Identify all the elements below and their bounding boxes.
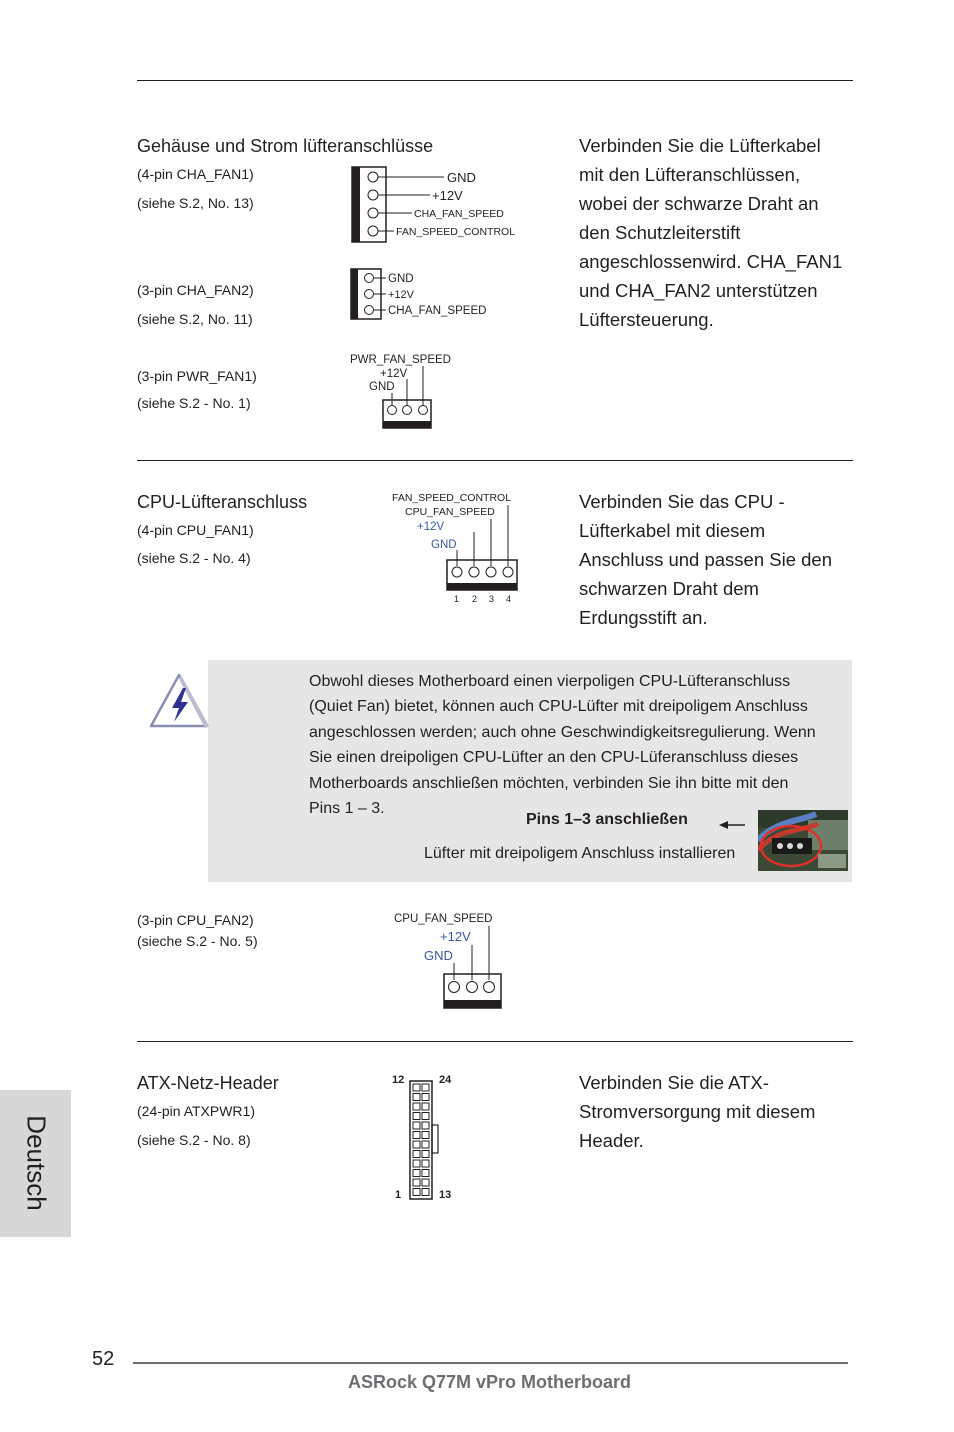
cha-fan2-label-12v: +12V — [388, 289, 414, 301]
atx-pin — [413, 1103, 420, 1110]
atx-pin — [413, 1084, 420, 1091]
atx-label-1: 1 — [395, 1189, 402, 1201]
cha-fan2-label-gnd: GND — [388, 273, 414, 285]
cha-fan1-ref: (siehe S.2, No. 13) — [137, 195, 254, 211]
footer-rule — [133, 1362, 848, 1364]
case-fan-description: Verbinden Sie die Lüfterkabel mit den Lüfteranschlüssen, wobei der schwarze Draht an den Schutzleiterstift angeschlossenwird. CHA_FAN1 und CHA_FAN2 unterstützen Lüftersteuerung. — [579, 135, 843, 330]
pwr-fan1-label-gnd: GND — [369, 381, 395, 393]
atx-pin — [422, 1132, 429, 1139]
pwr-fan1-diagram — [346, 350, 468, 434]
atx-title: ATX-Netz-Header — [137, 1073, 279, 1093]
atx-pin — [422, 1113, 429, 1120]
cpu-fan-title: CPU-Lüfteranschluss — [137, 492, 308, 512]
atx-pin — [422, 1084, 429, 1091]
cpu-fan1-pin-4: 4 — [506, 594, 512, 604]
cpu-fan-ref: (siehe S.2 - No. 4) — [137, 550, 251, 566]
atx-pin — [422, 1151, 429, 1158]
cpu-fan2-label-speed: CPU_FAN_SPEED — [394, 913, 493, 925]
pwr-fan1-ref: (siehe S.2 - No. 1) — [137, 395, 251, 411]
cpu-fan2-label-gnd: GND — [424, 948, 453, 963]
top-rule — [137, 80, 853, 81]
cha-fan2-label-speed: CHA_FAN_SPEED — [388, 305, 487, 317]
atx-label-12: 12 — [392, 1074, 405, 1086]
section-rule-1 — [137, 460, 853, 461]
cpu-fan1-pin-3: 3 — [489, 594, 495, 604]
page-number: 52 — [92, 1348, 115, 1370]
section-rule-2 — [137, 1041, 853, 1042]
atx-pin — [413, 1141, 420, 1148]
cha-fan1-pin: (4-pin CHA_FAN1) — [137, 166, 254, 182]
atx-pin — [422, 1103, 429, 1110]
atx-pin: (24-pin ATXPWR1) — [137, 1103, 255, 1119]
pwr-fan1-label-12v: +12V — [380, 368, 408, 380]
cha-fan1-label-12v: +12V — [432, 188, 463, 203]
cpu-fan1-label-control: FAN_SPEED_CONTROL — [392, 492, 512, 504]
atx-connector-diagram — [406, 1078, 444, 1202]
atx-pin — [413, 1151, 420, 1158]
cpu-fan2-label-12v: +12V — [440, 929, 471, 944]
atx-pin — [413, 1113, 420, 1120]
atx-pin — [413, 1132, 420, 1139]
footer-product-name: ASRock Q77M vPro Motherboard — [348, 1372, 632, 1392]
case-fan-title: Gehäuse und Strom lüfteranschlüsse — [137, 136, 434, 156]
cha-fan1-label-speed: CHA_FAN_SPEED — [414, 208, 504, 220]
atx-pin — [422, 1189, 429, 1196]
cha-fan1-label-gnd: GND — [447, 170, 476, 185]
atx-label-24: 24 — [439, 1074, 452, 1086]
cha-fan1-diagram — [348, 164, 533, 246]
warning-icon — [148, 670, 212, 732]
cha-fan1-label-control: FAN_SPEED_CONTROL — [396, 226, 516, 238]
atx-pin — [413, 1122, 420, 1129]
atx-label-13: 13 — [439, 1189, 452, 1201]
atx-pin — [413, 1094, 420, 1101]
atx-pin — [413, 1170, 420, 1177]
atx-pin — [413, 1189, 420, 1196]
atx-description: Verbinden Sie die ATX- Stromversorgung mit diesem Header. — [579, 1072, 816, 1151]
install-label: Lüfter mit dreipoligem Anschluss installieren — [424, 845, 736, 862]
cpu-fan1-label-12v: +12V — [417, 521, 445, 533]
cpu-fan1-pin-2: 2 — [472, 594, 478, 604]
cpu-fan1-label-speed: CPU_FAN_SPEED — [405, 506, 495, 518]
warning-text: Obwohl dieses Motherboard einen vierpoligen CPU-Lüfteranschluss (Quiet Fan) bietet, können auch CPU-Lüfter mit dreipoligem Anschluss angeschlossen werden; auch ohne Geschwindigkeitsregulierung. Wenn Sie einen dreipoligen CPU-Lüfter an den CPU-Lüferanschluss dieses Motherboards anschließen möchten, verbinden Sie ihn bitte mit den Pins 1 – 3. — [309, 673, 816, 818]
atx-pin — [422, 1179, 429, 1186]
atx-pin — [413, 1179, 420, 1186]
atx-pin — [422, 1094, 429, 1101]
cha-fan2-pin: (3-pin CHA_FAN2) — [137, 282, 254, 298]
cpu-fan-description: Verbinden Sie das CPU - Lüfterkabel mit diesem Anschluss und passen Sie den schwarzen Draht dem Erdungsstift an. — [579, 491, 833, 628]
cpu-fan-pin: (4-pin CPU_FAN1) — [137, 522, 254, 538]
atx-pin — [413, 1160, 420, 1167]
atx-pin — [422, 1170, 429, 1177]
cha-fan2-diagram — [348, 266, 508, 322]
pins-label: Pins 1–3 anschließen — [526, 811, 688, 828]
atx-pin — [422, 1141, 429, 1148]
pwr-fan1-label-speed: PWR_FAN_SPEED — [350, 354, 451, 366]
pwr-fan1-pin: (3-pin PWR_FAN1) — [137, 368, 257, 384]
cpu-fan2-pin: (3-pin CPU_FAN2) — [137, 912, 254, 928]
atx-pin — [422, 1160, 429, 1167]
cpu-fan1-pin-1: 1 — [454, 594, 460, 604]
cpu-fan1-label-gnd: GND — [431, 539, 457, 551]
cpu-fan2-ref: (sieche S.2 - No. 5) — [137, 933, 258, 949]
cha-fan2-ref: (siehe S.2, No. 11) — [137, 311, 253, 327]
arrow-left-icon — [717, 818, 747, 832]
fan-connector-photo — [758, 810, 848, 871]
cpu-fan2-diagram — [390, 908, 508, 1012]
atx-ref: (siehe S.2 - No. 8) — [137, 1132, 251, 1148]
language-tab-label: Deutsch — [21, 1115, 52, 1211]
atx-pin — [422, 1122, 429, 1129]
cpu-fan1-diagram — [388, 488, 523, 606]
